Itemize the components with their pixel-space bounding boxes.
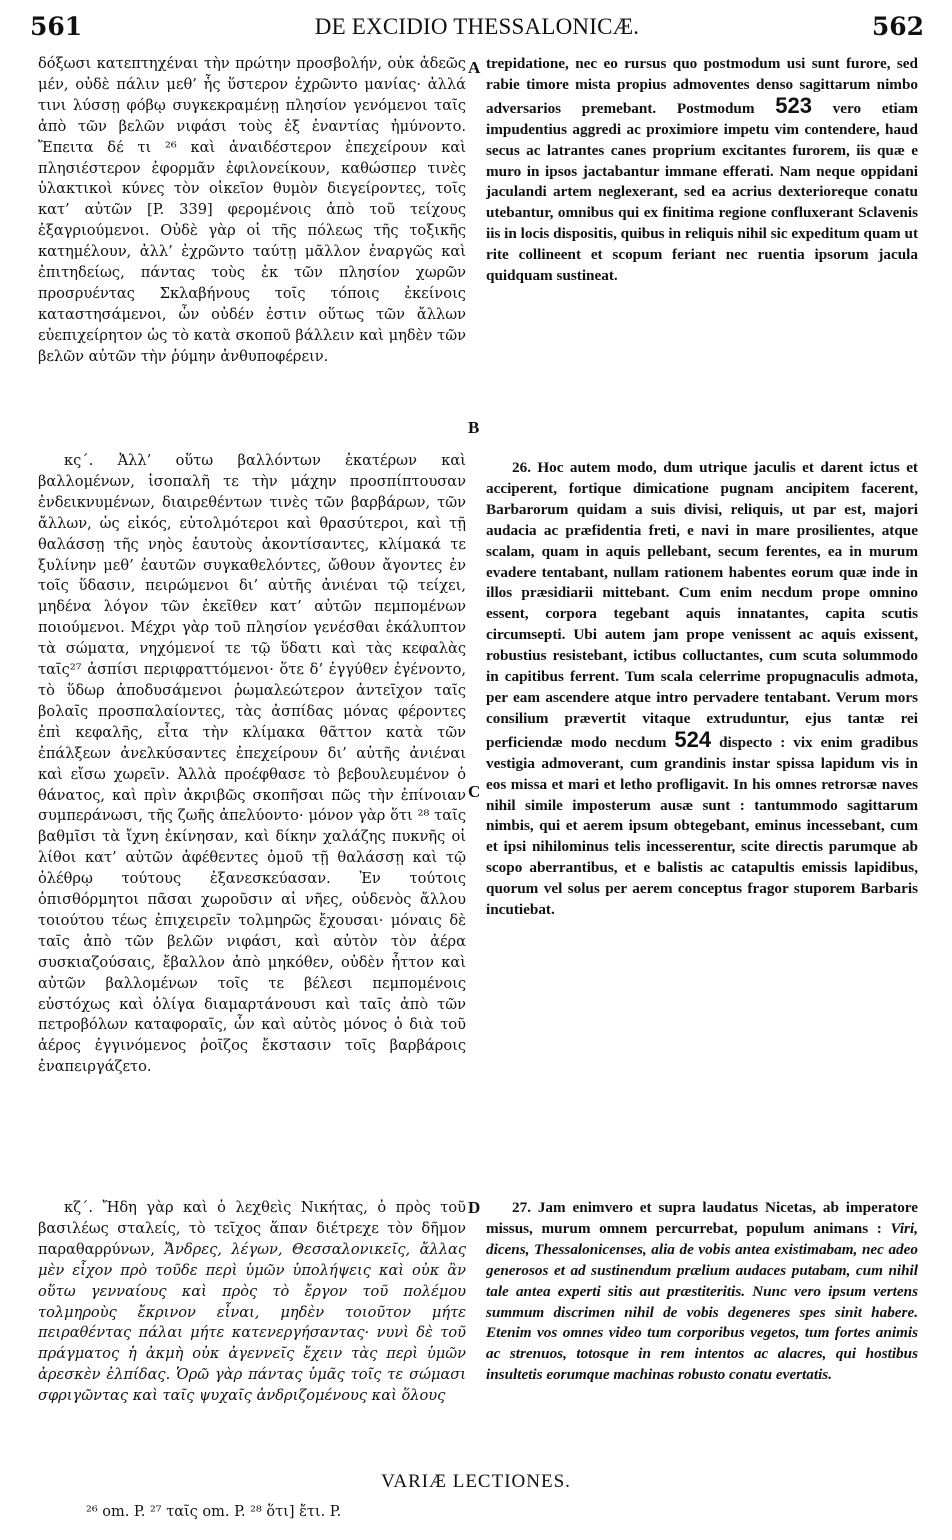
page-number-right: 562 <box>871 12 924 41</box>
latin-intro-part-a: trepidatione, nec eo rursus quo postmodum usi sunt furore, sed rabie timore mista propius admoventes denso sagittarum nimbo adversarios premebant. Postmodum <box>486 55 918 117</box>
greek-section-27-text <box>38 1198 466 1407</box>
latin-intro-part-b: vero etiam impudentius aggredi ac proximiore impetu vim contendere, haud secus ac latrantes canes proprium excitantes furorem, iis quæ e muro in ipsos jactabantur immane efferati. Nam neque oppidani jaculandi artem neglexerant, sed ea acrius dexterioreque conatu utebantur, omnibus qui ex finitima regione confluxerant Sclavenis iis in locis dispositis, quibus in reliquis nihil sic expeditum quam ut rite collineent et scopum feriant nec ruentia ipsorum jacula quidquam sustineat. <box>486 99 918 285</box>
greek-column <box>38 54 466 1472</box>
margin-marker-a: A <box>468 58 481 77</box>
greek-section-26 <box>38 451 466 1078</box>
running-title: DE EXCIDIO THESSALONICÆ. <box>314 14 640 39</box>
greek-section-27-speech: Ἄνδρες, λέγων, Θεσσαλονικεῖς, ἄλλας μὲν εἶχον πρὸ τοῦδε περὶ ὑμῶν ὑπολήψεις καὶ οὐκ ἂν οὕτω γενναίους καὶ πρὸς τὸ ἔργον τοῦ πολέμου τολμηροὺς ἔκρινον εἶναι, μηδὲν τοιοῦτον μήτε πειραθέντας πάλαι μήτε κατενεργήσαντας· νυνὶ δὲ τοῦ πράγματος ἡ ἀκμὴ οὐκ ἀγεννεῖς ἔχειν τὰς περὶ ὑμῶν ἀρεσκὲν ἐλπίδας. Ὁρῶ γὰρ πάντας ὑμᾶς τοῖς τε σώμασι σφριγῶντας καὶ ταῖς ψυχαῖς ἀνδριζομένους καὶ ὅλους <box>38 1240 466 1405</box>
greek-intro-block <box>38 54 466 368</box>
latin-section-26-part-a: 26. Hoc autem modo, dum utrique jaculis et darent ictus et acciperent, fortique dimicatione pugnam ancipitem facerent, Barbarorum quidam a suis divisi, reliquis, ut par est, majori audacia ac præfidentia freti, e navi in mare prosilientes, atque scalam, quam in aquis pellebant, secum ferentes, ea in murum evadere tentabant, nullam rationem habentes eorum quæ inde in illos præsidiarii mittebant. Cum enim necdum prope omnino essent, corpora tegebant aquis innatantes, capita scutis circumsepti. Ubi autem jam prope venissent ac aquis exissent, robustius resistebant, ictibus colluctantes, cum scuta solummodo in capitibus ferrent. Tum scala celerrime propugnaculis admota, per eam ascendere atque intro pervadere tentabant. Verum mors consilium prævertit vitaque extruduntur, ejus tantæ rei perficiendæ modo necdum <box>486 459 918 751</box>
latin-section-26 <box>486 458 918 921</box>
margin-marker-b: B <box>468 418 480 437</box>
greek-section-27 <box>38 1198 466 1407</box>
latin-intro-text <box>486 54 918 287</box>
page-header <box>30 12 924 48</box>
latin-section-27-narration: 27. Jam enimvero et supra laudatus Nicetas, ab imperatore missus, murum omnem percurrebat, populum animans : <box>486 1199 918 1237</box>
latin-intro-block <box>486 54 918 287</box>
margin-marker-c: C <box>468 782 481 801</box>
latin-section-27-speech: Viri, dicens, Thessalonicenses, alia de vobis antea existimabam, nec adeo generosos et ad sustinendum prælium audaces putabam, cum nihil tale antea experti sitis aut præstiteritis. Nunc vero ipsum vertens summum discrimen nihil de vobis degeneres spes sinit habere. Etenim vos omnes video tum corporibus vegetos, tum fortes animis ac strenuos, totosque in rem intentos ac alacres, qui hostibus insultetis eorumque machinas robusto conatu evertatis. <box>486 1219 918 1384</box>
greek-intro-text: δόξωσι κατεπτηχέναι τὴν πρώτην προσβολήν, οὐκ ἀδεῶς μέν, οὐδὲ πάλιν μεθ’ ἧς ὕστερον ἐχρῶντο μανίας· ἀλλά τινι λύσσῃ φόβῳ συγκεκραμένῃ πλησίον γενόμενοι ταῖς ἀπὸ τῶν βελῶν νιφάσι τοὺς ἐξ ἐναντίας ἠμύνοντο. Ἔπειτα δέ τι ²⁶ καὶ ἀναιδέστερον ἐπεχείρουν καὶ πλησιέστερον ἐφορμᾶν ἐφιλονείκουν, καθώσπερ τινὲς ὑλακτικοὶ κύνες τὸν οἰκεῖον θυμὸν διεγείροντες, τοῖς κατ’ αὐτῶν [P. 339] φερομένοις ἀπὸ τοῦ τείχους ἐξαγριούμενοι. Οὐδὲ γὰρ οἱ τῆς πόλεως τῆς τοξικῆς κατημέλουν, ἀλλ’ ἐχρῶντο ταύτῃ μᾶλλον ἐναργῶς καὶ ἐπιτηδείως, πάντας τοὺς ἐκ τῶν πλησίον χωρῶν προσρυέντας Σκλαβήνους τοῖς τόποις ἐκείνοις καταστησάμενοι, ὧν οὐδέν ἐστιν οὕτως τῶν ἄλλων εὐεπιχείρητον ὡς τὸ κατὰ σκοποῦ βάλλειν καὶ μηδὲν τῶν βελῶν αὐτῶν τὴν ῥύμην ἀνθυποφέρειν. <box>38 55 466 365</box>
margin-marker-d: D <box>468 1198 481 1217</box>
variae-lectiones-title: VARIÆ LECTIONES. <box>381 1471 571 1492</box>
latin-section-27 <box>486 1198 918 1386</box>
marginal-page-number-524: 524 <box>674 726 712 752</box>
marginal-page-number-523: 523 <box>775 92 812 118</box>
latin-section-26-text <box>486 458 918 921</box>
latin-section-26-part-b: dispecto : vix enim gradibus vestigia admoverant, cum grandinis instar spissa lapidum vis in eos missa et mari et letho profligavit. In his omnes retrorsæ naves nihil simile imposterum ausæ sunt : tantummodo sagittarum nimbis, qui et aerem ipsum obtegebant, eminus incessebant, cum et ipsi nihilominus telis incesserentur, scite directis parumque ab scopo aberrantibus, et e balistis ac catapultis emissis lapidibus, quorum vel solus per aerem conceptus fragor stuporem Barbaris incutiebat. <box>486 733 918 919</box>
page-number-left: 561 <box>30 12 83 41</box>
latin-section-27-text <box>486 1198 918 1386</box>
greek-section-26-text: κς΄. Ἀλλ’ οὕτω βαλλόντων ἑκατέρων καὶ βαλλομένων, ἰσοπαλῆ τε τὴν μάχην προσπίπτουσαν ἐνδεικνυμένων, διαιρεθέντων τινὲς τῶν βαρβάρων, τῶν ἄλλων, ὡς εἰκός, εὐτολμότεροι καὶ θρασύτεροι, καὶ τῇ θαλάσσῃ τῆς νηὸς ἑαυτοὺς ἀκοντίσαντες, κλίμακά τε ξυλίνην μεθ’ ἑαυτῶν συγκαθελόντες, ὤθουν ἄγοντες ἐν τοῖς ὕδασιν, πειρώμενοι δι’ αὐτῆς ἀνιέναι τῷ τείχει, μηδένα λόγον τῶν ἐκεῖθεν κατ’ αὐτῶν πεμπομένων ποιούμενοι. Μέχρι γὰρ τοῦ πλησίον γενέσθαι ἐκάλυπτον τὰ σώματα, νηχόμενοί τε τῷ ὕδατι καὶ τὰς κεφαλὰς ταῖς²⁷ ἀσπίσι περιφραττόμενοι· ὅτε δ’ ἐγγύθεν ἐγένοντο, τὸ ὕδωρ ἀποδυσάμενοι ῥωμαλεώτερον ἀντεῖχον ταῖς βολαῖς προσπαλαίοντες, τὰς ἀσπίδας μόνας φέροντες ἐπὶ κεφαλῆς, εἶτα τὴν κλίμακα θᾶττον κατὰ τῶν ἐπάλξεων ἀνελκύσαντες ἐπεχείρουν δι’ αὐτῆς ἀνιέναι καὶ εἴσω χωρεῖν. Ἀλλὰ προέφθασε τὸ βεβουλευμένον ὁ θάνατος, καὶ πρὶν ἀκριβῶς σκοπῆσαι πῶς τὴν ἐπίνοιαν συμπεράνωσι, τῆς ζωῆς ἀπελύοντο· μόνον γὰρ ὅτι ²⁸ ταῖς βαθμῖσι τὰ ἴχνη ἐκίνησαν, καὶ δίκην χαλάζης πυκνῆς οἱ λίθοι κατ’ αὐτῶν ἀφέθεντες ὁμοῦ τῇ θαλάσσῃ καὶ τῷ ὀλέθρῳ τούτους ἐξανεσκεύασαν. Ἐν τούτοις ὀπισθόρμητοι πᾶσαι χωροῦσιν αἱ νῆες, οὐδενὸς ἄλλου τοιούτου τέως ἐπιχειρεῖν τολμηρῶς ἔχουσαι· μόναις δὲ ταῖς ἀπὸ τῶν βελῶν νιφάσι, καὶ αὐτὸν τὸν ἀέρα συσκιαζούσαις, ἔβαλλον ἀπὸ μηκόθεν, οὐδὲν ἧττον καὶ αὐτῶν βαλλομένων τοῖς τε βέλεσι πεμπομένοις εὐστόχως καὶ ὀλίγα διαμαρτάνουσι καὶ ταῖς ἀπὸ τῶν πετροβόλων καταφοραῖς, ὧν καὶ αὐτὸς μόνος ὁ διὰ τοῦ ἀέρος ἐγγινόμενος ῥοῖζος ἔκστασιν τοῖς βαρβάροις ἐναπειργάζετο. <box>38 452 466 1076</box>
latin-column <box>486 54 918 1472</box>
variae-lectiones-notes: ²⁶ om. P. ²⁷ ταῖς om. P. ²⁸ ὅτι] ἔτι. P. <box>86 1504 342 1520</box>
greek-section-27-narration: κζ΄. Ἤδη γὰρ καὶ ὁ λεχθεὶς Νικήτας, ὁ πρὸς τοῦ βασιλέως σταλείς, τὸ τεῖχος ἅπαν διέτρεχε τὸν δῆμον παραθαρρύνων, <box>38 1199 466 1258</box>
